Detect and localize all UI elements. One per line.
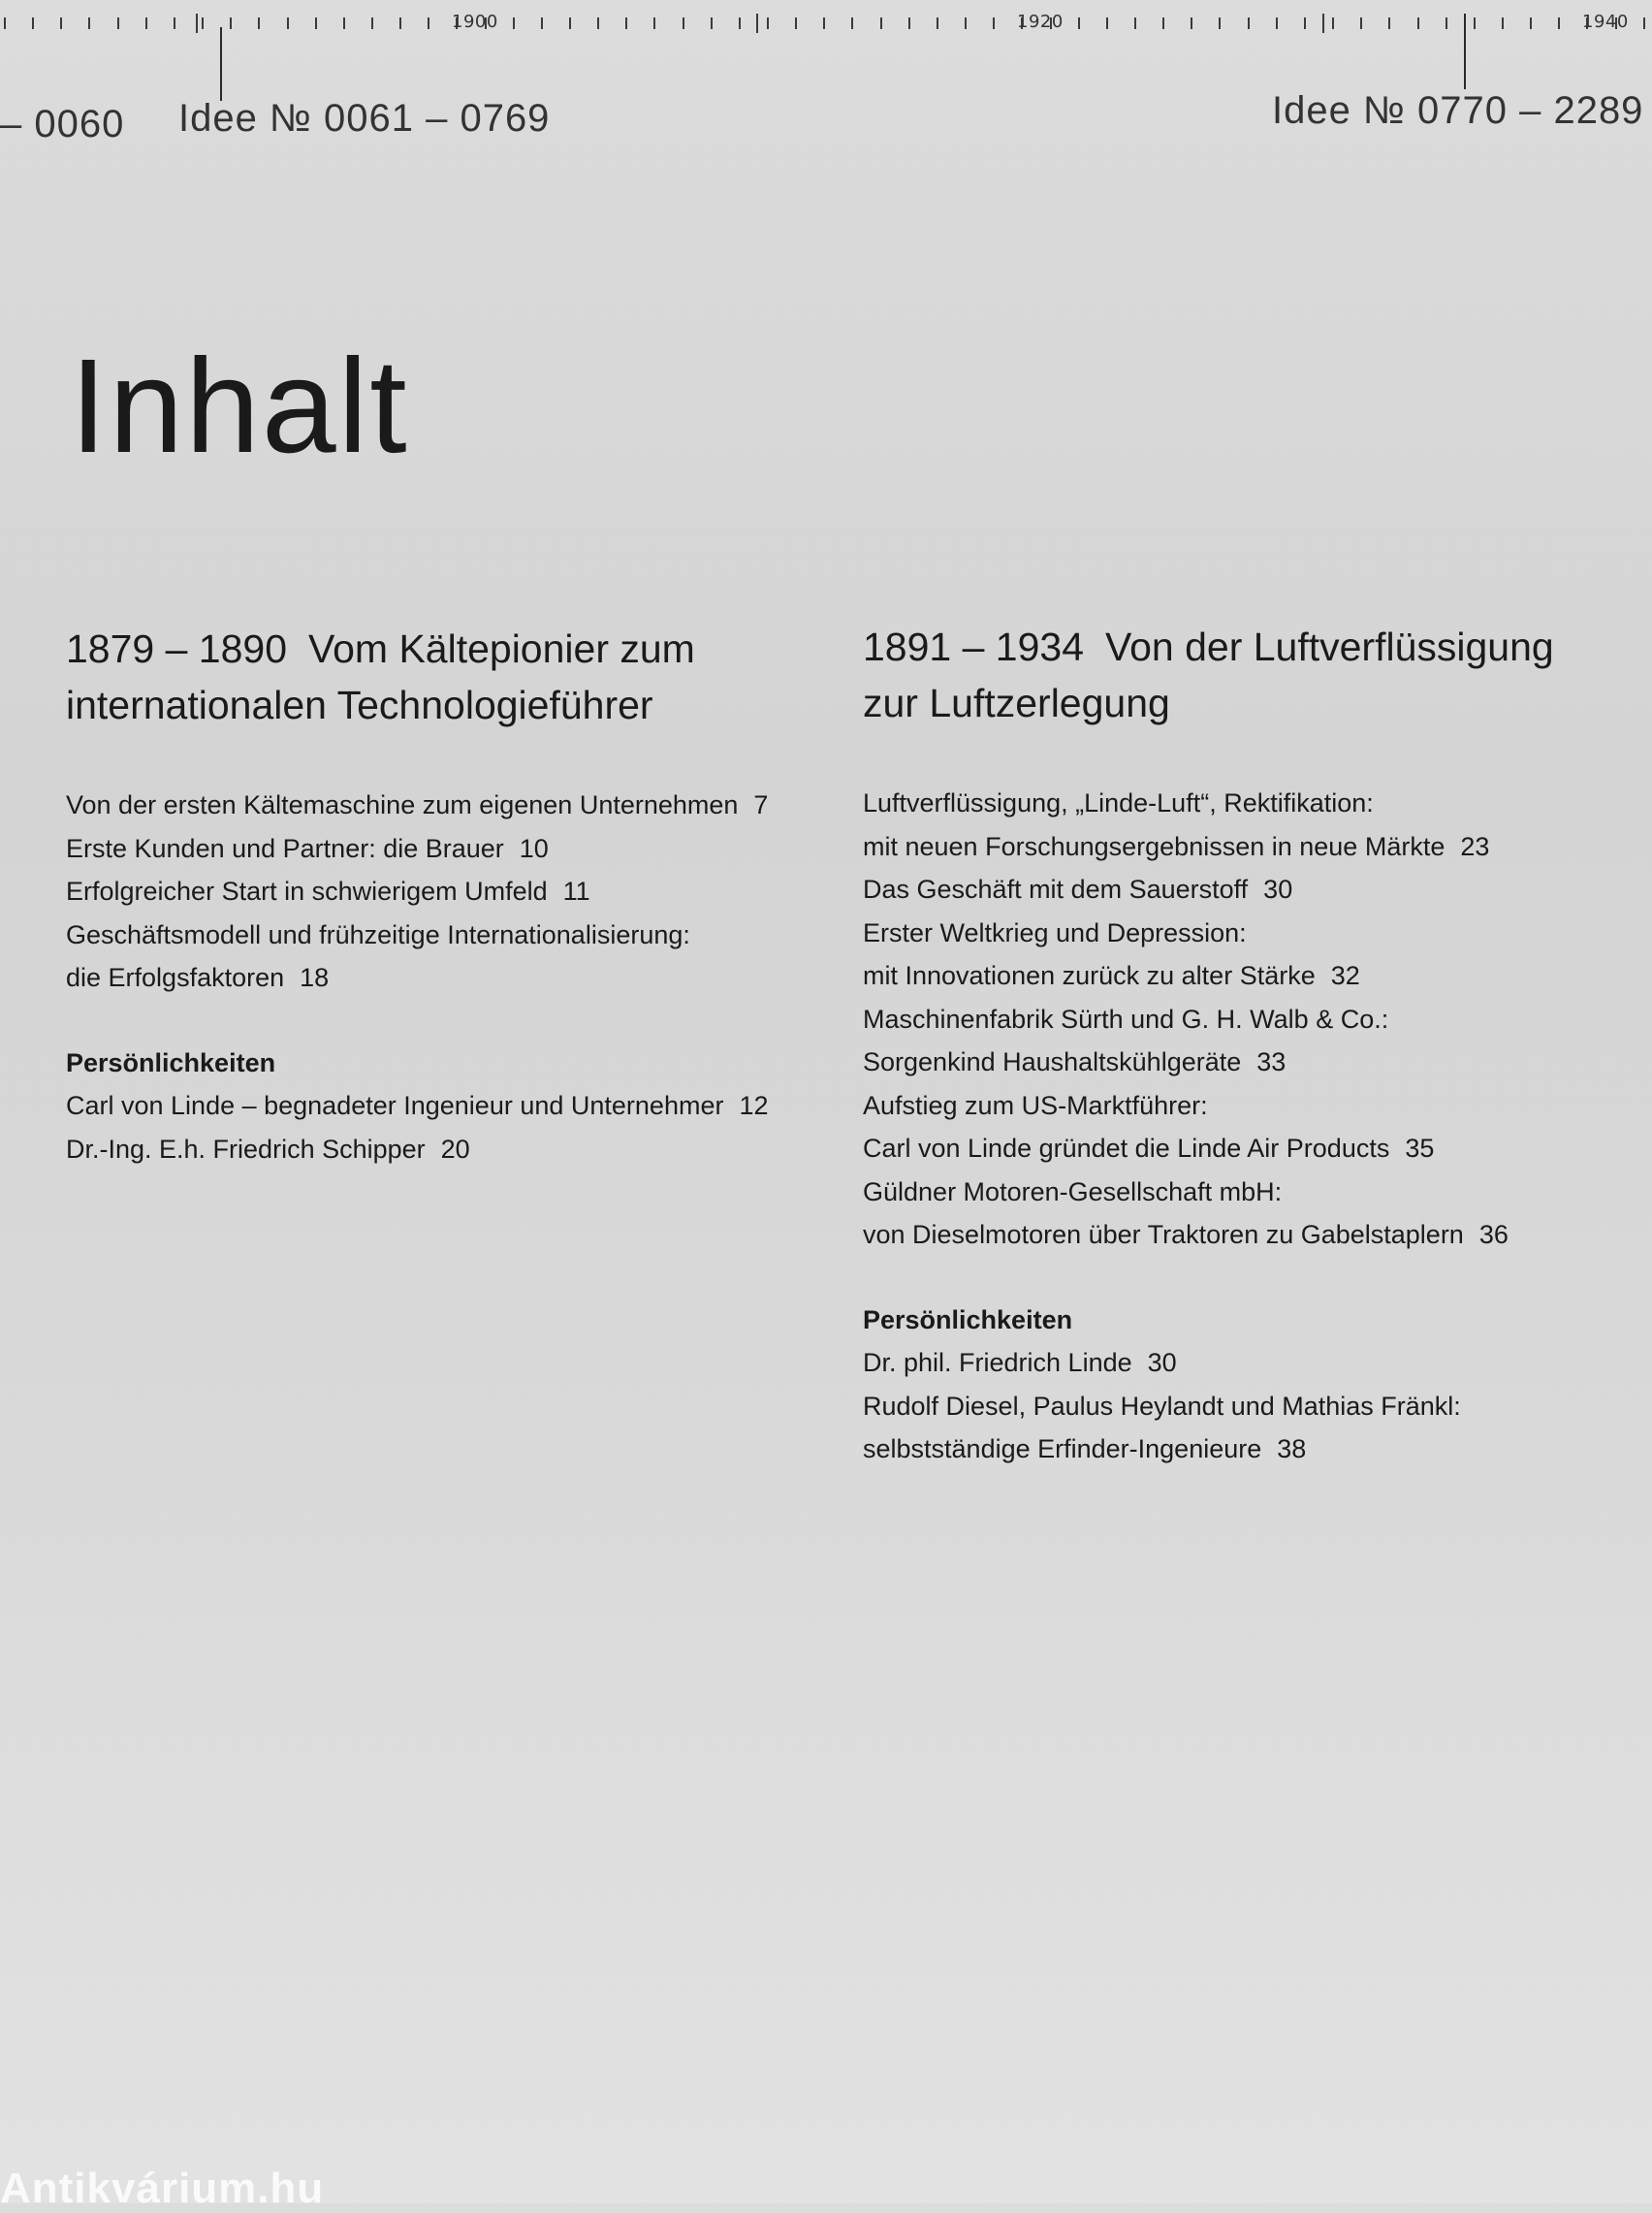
toc-entry [66,914,842,957]
era-divider [220,27,222,101]
toc-entry [863,1041,1638,1084]
section-title-line1: Von der Luftverflüssigung [1105,625,1554,669]
entry-text: Das Geschäft mit dem Sauerstoff [863,875,1249,904]
entry-text: mit neuen Forschungsergebnissen in neue Märkte [863,831,1446,861]
ruler-tick [1134,17,1136,29]
watermark: Antikvárium.hu [0,2165,325,2212]
ruler-tick [1106,17,1108,29]
toc-entry [863,1171,1638,1214]
ruler-tick [1530,17,1532,29]
page-number: 7 [753,790,769,819]
page-number: 10 [519,833,549,863]
ruler-tick [202,17,204,29]
ruler-tick [315,17,317,29]
ruler-tick-major [756,14,758,33]
toc-entry [863,868,1638,912]
entry-text: Rudolf Diesel, Paulus Heylandt und Mathias Fränkl: [863,1391,1461,1421]
persons-entry-list [863,1341,1638,1471]
ruler-tick [908,17,910,29]
toc-entry [863,1127,1638,1171]
page-number: 35 [1405,1134,1435,1163]
ruler-tick [880,17,882,29]
ruler-tick [399,17,401,29]
ruler-tick [1502,17,1504,29]
ruler-tick-major [1322,14,1324,33]
ruler-tick [851,17,853,29]
persons-heading: Persönlichkeiten [66,1047,276,1077]
ruler-tick [625,17,627,29]
ruler-tick [88,17,90,29]
ruler-tick [1276,17,1278,29]
toc-entry [863,1341,1638,1385]
ruler-tick [683,17,684,29]
section-title-line2: internationalen Technologieführer [66,683,653,727]
toc-entry [66,956,842,1000]
toc-entry [863,1385,1638,1428]
ruler-tick [569,17,571,29]
ruler-tick [1162,17,1164,29]
entry-text: Luftverflüssigung, „Linde-Luft“, Rektifikation: [863,788,1374,818]
ruler-tick [60,17,62,29]
page-number: 30 [1147,1348,1177,1377]
page-number: 18 [300,963,330,992]
persons-entry-list [66,1084,842,1171]
ruler-tick [541,17,543,29]
entry-text: Geschäftsmodell und frühzeitige Internationalisierung: [66,919,690,949]
page-number: 23 [1460,831,1490,861]
ruler-year-label: 1920 [1017,12,1064,32]
ruler-tick [767,17,769,29]
ruler-tick [1219,17,1221,29]
ruler-tick [1388,17,1390,29]
page-number: 11 [562,877,590,906]
section-heading [66,621,842,733]
ruler-tick [653,17,655,29]
idee-range-current: Idee № 0061 – 0769 [178,97,551,140]
ruler-tick [739,17,741,29]
section-title-line1: Vom Kältepionier zum [308,626,695,671]
toc-entry-list [66,784,842,1000]
ruler-tick [1446,17,1447,29]
ruler-tick [1332,17,1334,29]
page-number: 38 [1277,1434,1307,1463]
page-number: 30 [1263,875,1293,904]
ruler-tick [795,17,797,29]
toc-entry [863,782,1638,825]
ruler-tick [823,17,825,29]
ruler-tick [287,17,289,29]
ruler-tick [230,17,232,29]
ruler-tick [4,17,6,29]
ruler-tick [1417,17,1419,29]
ruler-tick [937,17,938,29]
ruler-tick [428,17,429,29]
entry-text: Aufstieg zum US-Marktführer: [863,1090,1208,1120]
ruler-tick [1474,17,1476,29]
section-title-line2: zur Luftzerlegung [863,681,1170,725]
toc-entry [66,784,842,827]
section-years: 1879 – 1890 [66,626,288,671]
entry-text: Carl von Linde gründet die Linde Air Products [863,1134,1390,1163]
ruler-tick [513,17,515,29]
page-number: 32 [1330,961,1360,990]
ruler-tick [993,17,995,29]
ruler-year-label: 1940 [1582,12,1629,32]
ruler-tick [711,17,713,29]
era-divider [1464,14,1466,89]
ruler-tick [145,17,147,29]
entry-text: mit Innovationen zurück zu alter Stärke [863,961,1316,990]
toc-section-left [66,621,842,1171]
page-number: 20 [440,1134,470,1164]
idee-range-next: Idee № 0770 – 2289 [1272,89,1644,132]
toc-section-right [863,619,1638,1471]
ruler-tick-major [196,14,198,33]
entry-text: selbstständige Erfinder-Ingenieure [863,1434,1262,1463]
ruler-tick [965,17,967,29]
ruler-tick [343,17,345,29]
ruler-tick [1558,17,1560,29]
page-number: 36 [1478,1220,1509,1249]
entry-text: Erfolgreicher Start in schwierigem Umfeld [66,877,548,906]
entry-text: Güldner Motoren-Gesellschaft mbH: [863,1176,1283,1206]
ruler-tick [597,17,599,29]
ruler-tick [1360,17,1362,29]
ruler-tick [1248,17,1250,29]
toc-entry [863,1084,1638,1128]
toc-entry [863,954,1638,998]
toc-entry [863,825,1638,869]
ruler-tick [1078,17,1080,29]
entry-text: von Dieselmotoren über Traktoren zu Gabelstaplern [863,1220,1464,1249]
toc-entry [66,870,842,914]
ruler-tick [1191,17,1192,29]
ruler-tick [174,17,175,29]
toc-entry [66,1128,842,1171]
entry-text: Sorgenkind Haushaltskühlgeräte [863,1047,1242,1076]
persons-heading: Persönlichkeiten [863,1304,1073,1334]
entry-text: Maschinenfabrik Sürth und G. H. Walb & Co.: [863,1004,1389,1034]
ruler-year-label: 1900 [452,12,498,32]
entry-text: Carl von Linde – begnadeter Ingenieur und Unternehmer [66,1091,724,1120]
section-heading [863,619,1638,731]
ruler-tick [371,17,373,29]
entry-text: Dr.-Ing. E.h. Friedrich Schipper [66,1134,426,1164]
ruler-tick [258,17,260,29]
toc-entry [863,1427,1638,1471]
idee-range-previous: – 0060 [0,103,125,145]
ruler-tick [32,17,34,29]
ruler-tick [117,17,119,29]
toc-entry [66,1084,842,1128]
toc-entry-list [863,782,1638,1257]
entry-text: Erster Weltkrieg und Depression: [863,917,1247,947]
toc-entry [863,912,1638,955]
toc-entry [863,1213,1638,1257]
entry-text: Von der ersten Kältemaschine zum eigenen Unternehmen [66,790,739,819]
entry-text: Dr. phil. Friedrich Linde [863,1348,1132,1377]
ruler-tick [1643,17,1645,29]
toc-entry [66,827,842,871]
toc-entry [863,998,1638,1042]
entry-text: Erste Kunden und Partner: die Brauer [66,833,504,863]
section-years: 1891 – 1934 [863,625,1085,669]
ruler-tick [1304,17,1306,29]
page-number: 33 [1256,1047,1287,1076]
entry-text: die Erfolgsfaktoren [66,963,285,992]
page-title: Inhalt [70,332,409,481]
page-number: 12 [739,1091,769,1120]
